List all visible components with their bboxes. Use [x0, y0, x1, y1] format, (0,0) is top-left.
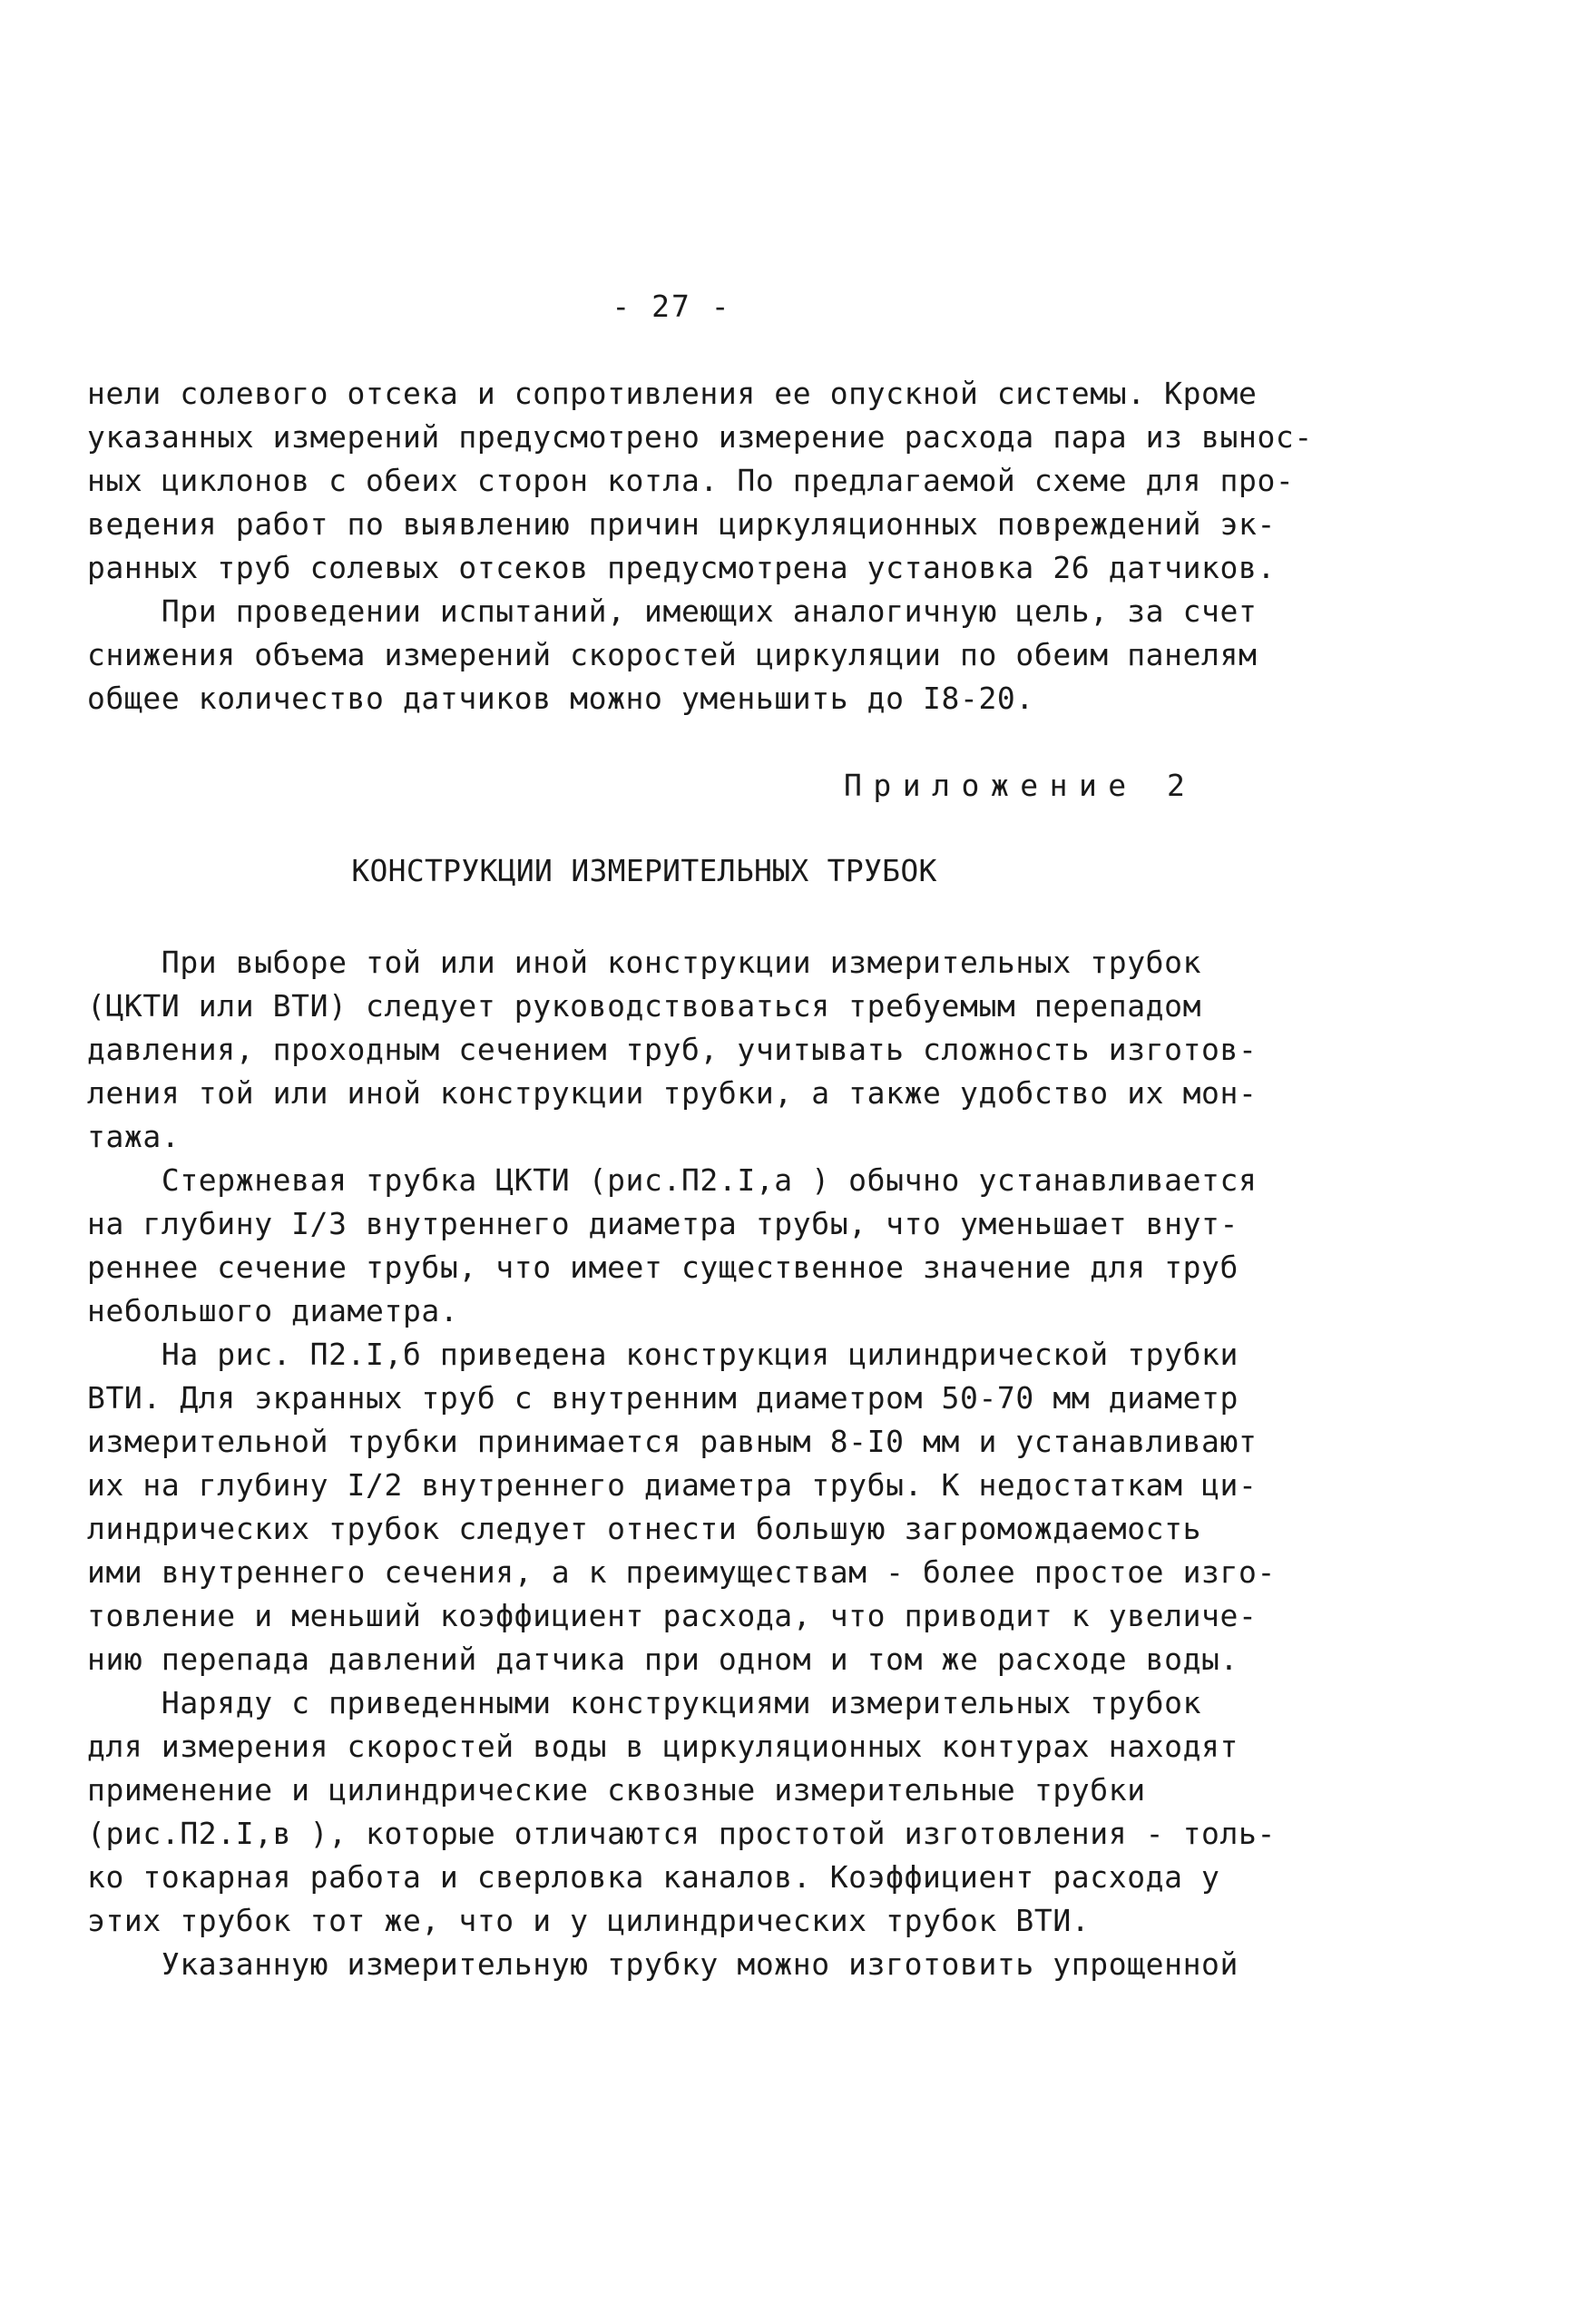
- text-line: нели солевого отсека и сопротивления ее опускной системы. Кроме: [87, 376, 1258, 411]
- intro-paragraphs: [87, 372, 1313, 720]
- text-line: Стержневая трубка ЦКТИ (рис.П2.I,а ) обычно устанавливается: [87, 1162, 1258, 1198]
- text-line: небольшого диаметра.: [87, 1293, 459, 1328]
- text-line: ранных труб солевых отсеков предусмотрена установка 26 датчиков.: [87, 550, 1276, 585]
- body-paragraphs: [87, 941, 1276, 1986]
- text-line: указанных измерений предусмотрено измерение расхода пара из вынос-: [87, 419, 1313, 455]
- text-line: для измерения скоростей воды в циркуляционных контурах находят: [87, 1729, 1239, 1764]
- text-line: применение и цилиндрические сквозные измерительные трубки: [87, 1772, 1146, 1808]
- text-line: реннее сечение трубы, что имеет существенное значение для труб: [87, 1250, 1239, 1285]
- appendix-label: Приложение 2: [844, 768, 1197, 803]
- text-line: общее количество датчиков можно уменьшить до I8-20.: [87, 681, 1034, 716]
- text-line: линдрических трубок следует отнести большую загромождаемость: [87, 1511, 1202, 1546]
- text-line: (ЦКТИ или ВТИ) следует руководствоваться требуемым перепадом: [87, 988, 1202, 1024]
- text-line: товление и меньший коэффициент расхода, что приводит к увеличе-: [87, 1598, 1258, 1633]
- text-line: снижения объема измерений скоростей циркуляции по обеим панелям: [87, 637, 1258, 672]
- text-line: Указанную измерительную трубку можно изготовить упрощенной: [87, 1946, 1239, 1982]
- text-line: При выборе той или иной конструкции измерительных трубок: [87, 945, 1202, 980]
- text-line: На рис. П2.I,б приведена конструкция цилиндрической трубки: [87, 1337, 1239, 1372]
- page-number: - 27 -: [612, 289, 731, 324]
- text-line: ко токарная работа и сверловка каналов. Коэффициент расхода у: [87, 1859, 1220, 1895]
- text-line: ления той или иной конструкции трубки, а также удобство их мон-: [87, 1075, 1258, 1111]
- section-title: КОНСТРУКЦИИ ИЗМЕРИТЕЛЬНЫХ ТРУБОК: [351, 853, 937, 888]
- text-line: ими внутреннего сечения, а к преимуществам - более простое изго-: [87, 1554, 1276, 1590]
- text-line: При проведении испытаний, имеющих аналогичную цель, за счет: [87, 593, 1258, 629]
- text-line: их на глубину I/2 внутреннего диаметра трубы. К недостаткам ци-: [87, 1467, 1258, 1503]
- text-line: ведения работ по выявлению причин циркуляционных повреждений эк-: [87, 506, 1276, 542]
- text-line: тажа.: [87, 1119, 181, 1154]
- text-line: Наряду с приведенными конструкциями измерительных трубок: [87, 1685, 1202, 1720]
- text-line: давления, проходным сечением труб, учитывать сложность изготов-: [87, 1032, 1258, 1067]
- text-line: измерительной трубки принимается равным 8-I0 мм и устанавливают: [87, 1424, 1258, 1459]
- text-line: ных циклонов с обеих сторон котла. По предлагаемой схеме для про-: [87, 463, 1295, 498]
- text-line: на глубину I/3 внутреннего диаметра трубы, что уменьшает внут-: [87, 1206, 1239, 1241]
- text-line: этих трубок тот же, что и у цилиндрических трубок ВТИ.: [87, 1903, 1091, 1938]
- text-line: (рис.П2.I,в ), которые отличаются простотой изготовления - толь-: [87, 1816, 1276, 1851]
- text-line: ВТИ. Для экранных труб с внутренним диаметром 50-70 мм диаметр: [87, 1380, 1239, 1416]
- text-line: нию перепада давлений датчика при одном и том же расходе воды.: [87, 1642, 1239, 1677]
